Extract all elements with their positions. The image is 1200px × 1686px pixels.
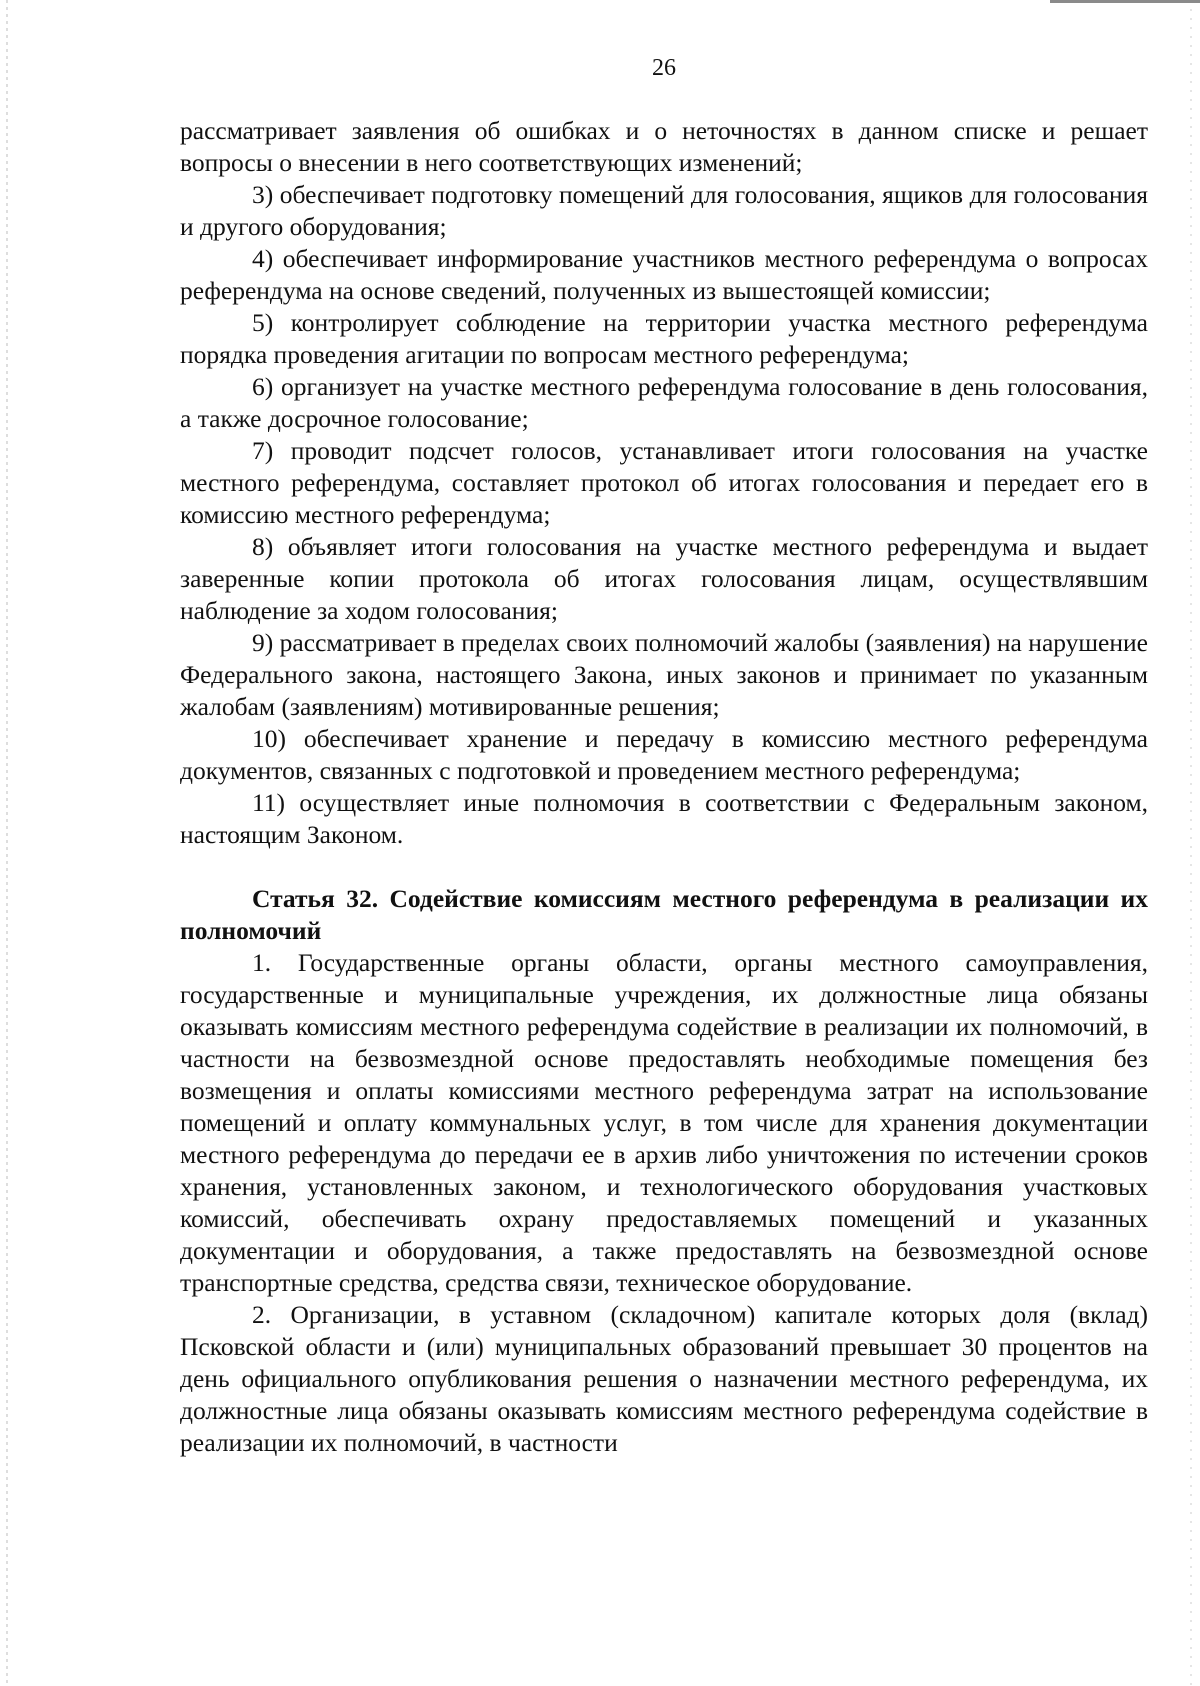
continuation-paragraph: рассматривает заявления об ошибках и о неточностях в данном списке и решает вопросы о внесении в него соответствующих изменений; <box>180 116 1148 177</box>
list-item-5: 5) контролирует соблюдение на территории участка местного референдума порядка проведения агитации по вопросам местного референдума; <box>180 308 1148 369</box>
page-number: 26 <box>652 55 676 81</box>
list-item-4: 4) обеспечивает информирование участников местного референдума о вопросах референдума на основе сведений, полученных из вышестоящей комиссии; <box>180 244 1148 305</box>
article-paragraph-2: 2. Организации, в уставном (складочном) капитале которых доля (вклад) Псковской области и (или) муниципальных образований превышает 30 процентов на день официального опубликования решения о назначении местного референдума, их должностные лица обязаны оказывать комиссиям местного референдума содействие в реализации их полномочий, в частности <box>180 1300 1148 1457</box>
list-item-10: 10) обеспечивает хранение и передачу в комиссию местного референдума документов, связанных с подготовкой и проведением местного референдума; <box>180 724 1148 785</box>
list-item-11: 11) осуществляет иные полномочия в соответствии с Федеральным законом, настоящим Законом. <box>180 788 1148 849</box>
document-body <box>180 115 1148 1459</box>
article-heading: Статья 32. Содействие комиссиям местного референдума в реализации их полномочий <box>180 884 1148 945</box>
list-item-7: 7) проводит подсчет голосов, устанавливает итоги голосования на участке местного референдума, составляет протокол об итогах голосования и передает его в комиссию местного референдума; <box>180 436 1148 529</box>
list-item-9: 9) рассматривает в пределах своих полномочий жалобы (заявления) на нарушение Федерального закона, настоящего Закона, иных законов и принимает по указанным жалобам (заявлениям) мотивированные решения; <box>180 628 1148 721</box>
list-item-6: 6) организует на участке местного референдума голосование в день голосования, а также досрочное голосование; <box>180 372 1148 433</box>
scan-edge-left <box>6 0 8 1686</box>
list-item-8: 8) объявляет итоги голосования на участке местного референдума и выдает заверенные копии протокола об итогах голосования лицам, осуществлявшим наблюдение за ходом голосования; <box>180 532 1148 625</box>
article-paragraph-1: 1. Государственные органы области, органы местного самоуправления, государственные и муниципальные учреждения, их должностные лица обязаны оказывать комиссиям местного референдума содействие в реализации их полномочий, в частности на безвозмездной основе предоставлять необходимые помещения без возмещения и оплаты комиссиями местного референдума затрат на использование помещений и оплату коммунальных услуг, в том числе для хранения документации местного референдума до передачи ее в архив либо уничтожения по истечении сроков хранения, установленных законом, и технологического оборудования участковых комиссий, обеспечивать охрану предоставляемых помещений и указанных документации и оборудования, а также предоставлять на безвозмездной основе транспортные средства, средства связи, техническое оборудование. <box>180 948 1148 1297</box>
list-item-3: 3) обеспечивает подготовку помещений для голосования, ящиков для голосования и другого оборудования; <box>180 180 1148 241</box>
scan-edge-right <box>1190 0 1192 1686</box>
scan-top-rule <box>1050 0 1200 3</box>
